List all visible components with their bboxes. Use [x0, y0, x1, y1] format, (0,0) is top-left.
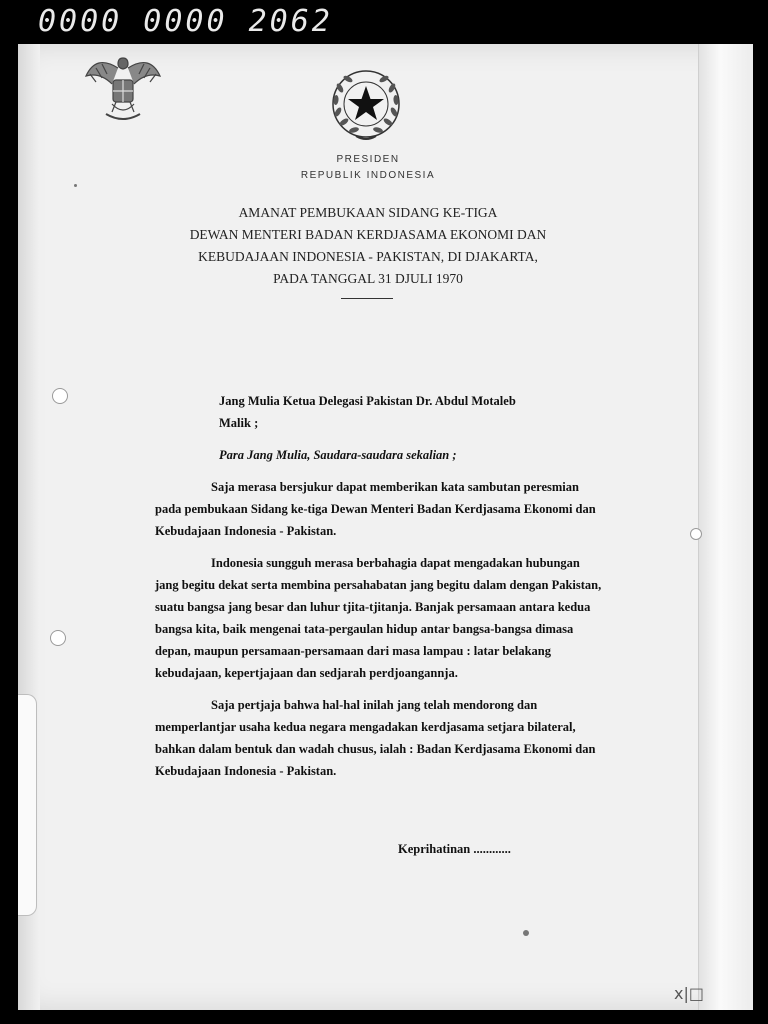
- document-title: [148, 202, 588, 290]
- document-body: [155, 390, 605, 792]
- page-fold: [698, 44, 753, 1010]
- salutation-line: Malik ;: [219, 416, 259, 430]
- body-paragraph: Saja merasa bersjukur dapat memberikan kata sambutan peresmian pada pembukaan Sidang ke-tiga Dewan Menteri Badan Kerdjasama Ekonomi dan Kebudajaan Indonesia - Pakistan.: [155, 480, 596, 538]
- punch-hole: [690, 528, 702, 540]
- continuation-catchword: Keprihatinan ............: [398, 842, 511, 856]
- salutation-line: Para Jang Mulia, Saudara-saudara sekalian ;: [219, 448, 457, 462]
- garuda-emblem-icon: [82, 50, 164, 128]
- title-line: PADA TANGGAL 31 DJULI 1970: [273, 271, 463, 286]
- letterhead-line2: REPUBLIK INDONESIA: [300, 170, 436, 181]
- body-paragraph: Indonesia sungguh merasa berbahagia dapat mengadakan hubungan jang begitu dekat serta membina persahabatan jang begitu dalam dengan Pakistan, suatu bangsa jang besar dan luhur tjita-tjitanja. Banjak persamaan antara kedua bangsa kita, baik mengenai tata-pergaulan hidup antar bangsa-bangsa dimasa depan, maupun persamaan-persamaan dari masa lampau : latar belakang kebudajaan, kepertjajaan dan sedjarah perdjoangannja.: [155, 556, 602, 680]
- salutation-line: Jang Mulia Ketua Delegasi Pakistan Dr. Abdul Motaleb: [219, 394, 516, 408]
- title-underline: [341, 298, 393, 299]
- corner-mark: x|□: [674, 984, 704, 1003]
- paper-speck: [523, 930, 529, 936]
- letterhead-line1: PRESIDEN: [336, 154, 400, 165]
- body-paragraph: Saja pertjaja bahwa hal-hal inilah jang telah mendorong dan memperlantjar usaha kedua negara mengadakan kerdjasama setjara bilateral, bahkan dalam bentuk dan wadah chusus, ialah : Badan Kerdjasama Ekonomi dan Kebudajaan Indonesia - Pakistan.: [155, 698, 596, 778]
- punch-hole: [52, 388, 68, 404]
- presidential-seal-icon: [324, 64, 408, 148]
- title-line: DEWAN MENTERI BADAN KERDJASAMA EKONOMI DAN: [189, 227, 547, 242]
- punch-hole: [50, 630, 66, 646]
- title-line: KEBUDAJAAN INDONESIA - PAKISTAN, DI DJAKARTA,: [198, 249, 538, 264]
- binder-tab: [18, 694, 37, 916]
- document-page: [18, 44, 752, 1010]
- film-frame-counter: 0000 0000 2062: [38, 4, 333, 39]
- title-line: AMANAT PEMBUKAAN SIDANG KE-TIGA: [238, 205, 498, 220]
- paper-speck: [74, 184, 77, 187]
